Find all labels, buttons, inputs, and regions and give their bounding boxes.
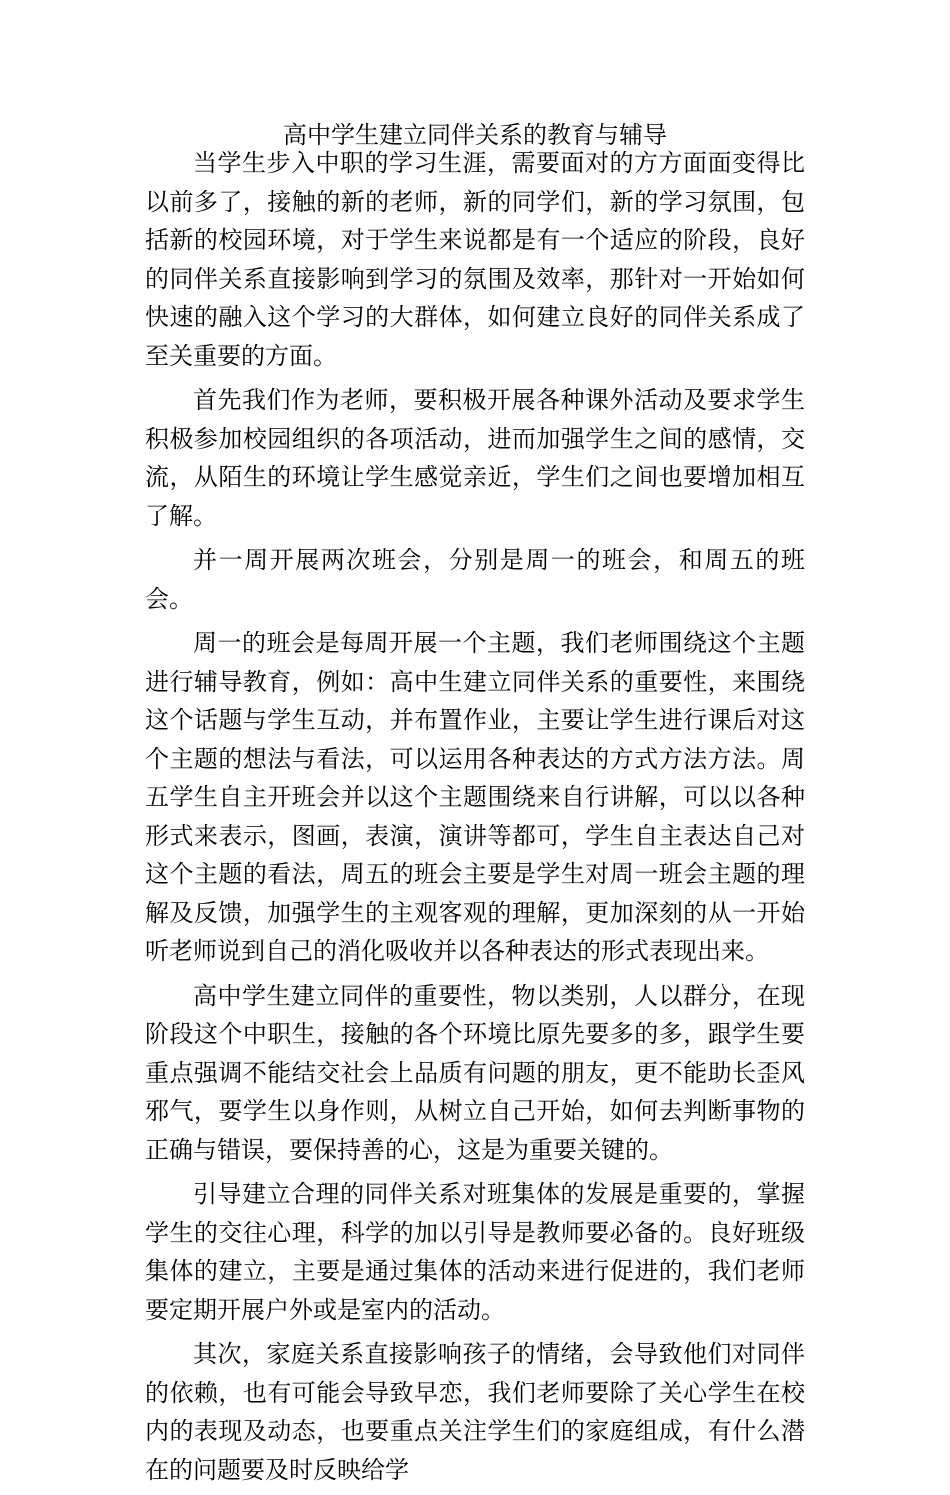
paragraph-2: 首先我们作为老师，要积极开展各种课外活动及要求学生积极参加校园组织的各项活动，进而加强学生之间的感情，交流，从陌生的环境让学生感觉亲近，学生们之间也要增加相互了解。 <box>145 386 805 530</box>
paragraph-6: 引导建立合理的同伴关系对班集体的发展是重要的，掌握学生的交往心理，科学的加以引导是教师要必备的。良好班级集体的建立，主要是通过集体的活动来进行促进的，我们老师要定期开展户外或是室内的活动。 <box>145 1180 805 1324</box>
document-body <box>145 144 805 1495</box>
document-title: 高中学生建立同伴关系的教育与辅导 <box>283 121 667 149</box>
paragraph-5: 高中学生建立同伴的重要性，物以类别，人以群分，在现阶段这个中职生，接触的各个环境比原先要多的多，跟学生要重点强调不能结交社会上品质有问题的朋友，更不能助长歪风邪气，要学生以身作则，从树立自己开始，如何去判断事物的正确与错误，要保持善的心，这是为重要关键的。 <box>145 981 805 1164</box>
paragraph-4: 周一的班会是每周开展一个主题，我们老师围绕这个主题进行辅导教育，例如：高中生建立同伴关系的重要性，来围绕这个话题与学生互动，并布置作业，主要让学生进行课后对这个主题的想法与看法，可以运用各种表达的方式方法方法。周五学生自主开班会并以这个主题围绕来自行讲解，可以以各种形式来表示，图画，表演，演讲等都可，学生自主表达自己对这个主题的看法，周五的班会主要是学生对周一班会主题的理解及反馈，加强学生的主观客观的理解，更加深刻的从一开始听老师说到自己的消化吸收并以各种表达的形式表现出来。 <box>145 629 805 965</box>
paragraph-1: 当学生步入中职的学习生涯，需要面对的方方面面变得比以前多了，接触的新的老师，新的同学们，新的学习氛围，包括新的校园环境，对于学生来说都是有一个适应的阶段，良好的同伴关系直接影响到学习的氛围及效率，那针对一开始如何快速的融入这个学习的大群体，如何建立良好的同伴关系成了至关重要的方面。 <box>145 149 805 370</box>
paragraph-3: 并一周开展两次班会，分别是周一的班会，和周五的班会。 <box>145 546 805 613</box>
paragraph-7: 其次，家庭关系直接影响孩子的情绪，会导致他们对同伴的依赖，也有可能会导致早恋，我们老师要除了关心学生在校内的表现及动态，也要重点关注学生们的家庭组成，有什么潜在的问题要及时反映给学 <box>145 1340 805 1484</box>
